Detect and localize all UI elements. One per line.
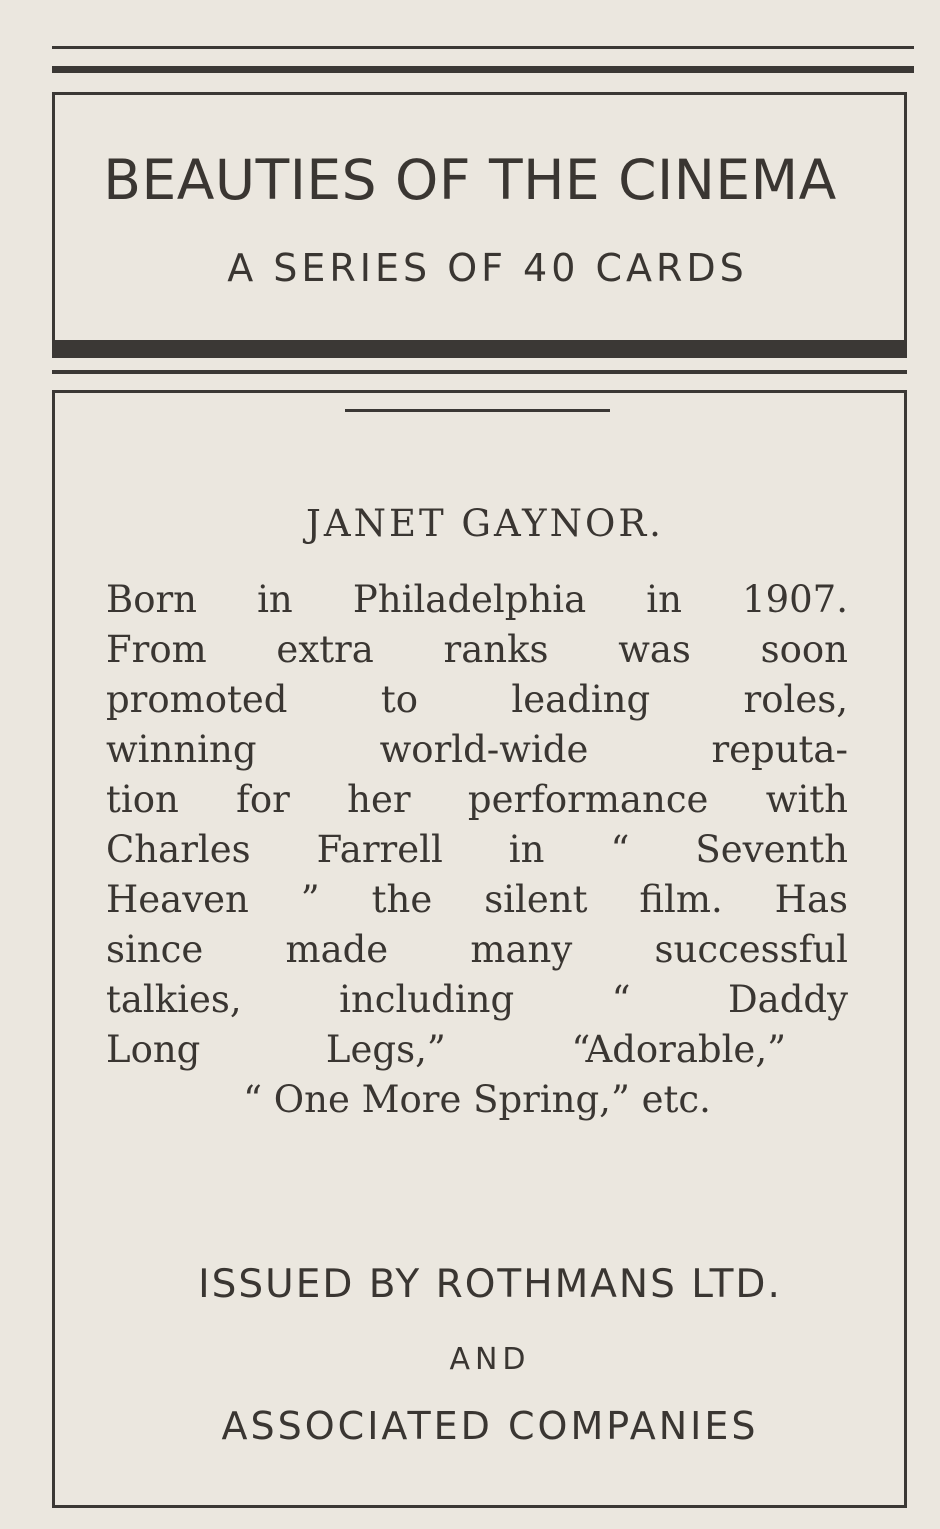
top-rule-thick bbox=[52, 66, 914, 73]
bio-line: winning world-wide reputa- bbox=[106, 728, 848, 771]
subject-name: JANET GAYNOR. bbox=[306, 502, 664, 545]
bio-line: Born in Philadelphia in 1907. bbox=[106, 578, 848, 621]
series-title: BEAUTIES OF THE CINEMA bbox=[103, 148, 837, 212]
bio-line: talkies, including “ Daddy bbox=[106, 978, 848, 1021]
bio-line: tion for her performance with bbox=[106, 778, 848, 821]
issuer-line: ISSUED BY ROTHMANS LTD. bbox=[198, 1262, 782, 1307]
bio-line: promoted to leading roles, bbox=[106, 678, 848, 721]
bio-line: Long Legs,” “Adorable,” bbox=[106, 1028, 786, 1071]
bio-line: since made many successful bbox=[106, 928, 848, 971]
bio-line: “ One More Spring,” etc. bbox=[243, 1078, 711, 1121]
series-subtitle: A SERIES OF 40 CARDS bbox=[227, 246, 748, 290]
issuer-conjunction: AND bbox=[449, 1342, 531, 1377]
header-frame bbox=[52, 92, 907, 342]
top-rule-thin bbox=[52, 46, 914, 49]
bio-line: From extra ranks was soon bbox=[106, 628, 848, 671]
biography bbox=[106, 575, 848, 1125]
short-divider bbox=[345, 409, 610, 412]
bio-line: Charles Farrell in “ Seventh bbox=[106, 828, 848, 871]
issuer-associates: ASSOCIATED COMPANIES bbox=[221, 1404, 759, 1448]
bio-line: Heaven ” the silent film. Has bbox=[106, 878, 848, 921]
header-separator-thick bbox=[52, 340, 907, 358]
header-separator-thin bbox=[52, 370, 907, 374]
